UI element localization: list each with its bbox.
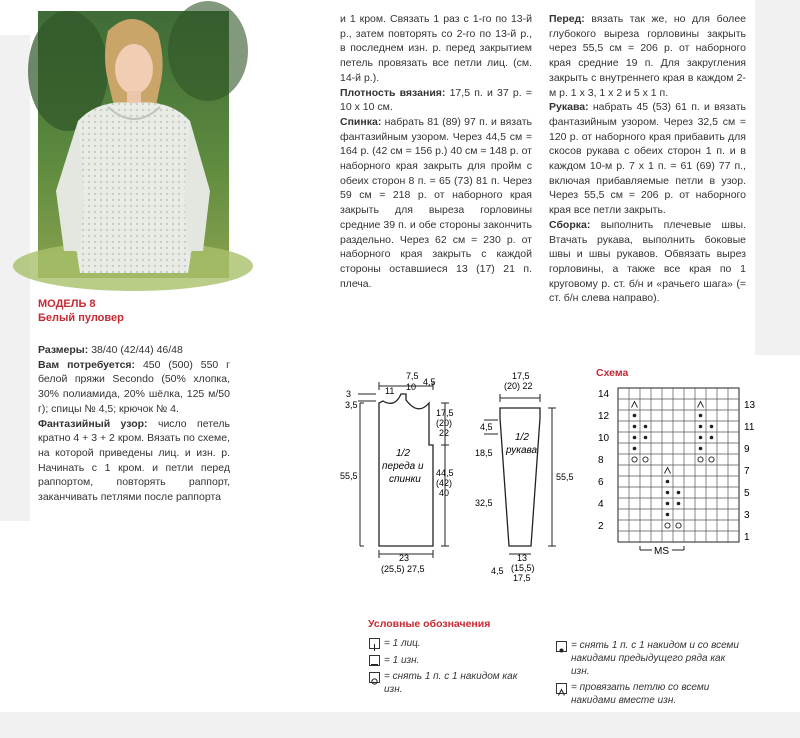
panel-right [755, 0, 800, 355]
body-dim-555: 55,5 [340, 471, 358, 481]
scheme-cell-symbol [699, 436, 703, 440]
back-value: набрать 81 (89) 97 п. и вязать фантазийным узором. Через 44,5 см = 164 р. (42 см = 156 р.) 40 см = 148 р. от наборного края закрыть для пройм с обеих сторон 8 п. = 65 (73) 81 п. Через 59 см = 218 р. от наборного края закрыть для выреза горловины средние 39 п. и обе стороны закончить раздельно. Через 62 см = 230 р. от наборного края закрыть с каждой стороны оставшиеся 13 (17) 21 п. плеча. [340, 115, 532, 290]
scheme-cell-symbol [633, 447, 637, 451]
sleeve-dim-175-bottom: 17,5 [513, 573, 531, 583]
scheme-cell-symbol [666, 491, 670, 495]
pattern-value: число петель кратно 4 + 3 + 2 кром. Вязать по схеме, на которой приведены лиц. и изн. р. Начинать с 1 кром. и петли перед раппортом, повторять раппорт, заканчивать петлями после раппорта [38, 417, 231, 504]
scheme-cell-symbol [666, 502, 670, 506]
scheme-row-number: 5 [744, 488, 750, 499]
scheme-row-number: 9 [744, 444, 750, 455]
scheme-cell-symbol [677, 502, 681, 506]
column-1 [38, 343, 230, 505]
scheme-cell-symbol [677, 491, 681, 495]
needs-value: 450 (500) 550 г белой пряжи Secondo (50% хлопка, 30% полиамида, 20% шёлка, 125 м/50 г); спицы № 4,5; крючок № 4. [38, 358, 230, 415]
body-dim-11: 11 [385, 386, 395, 396]
body-label-2: переда и [382, 461, 424, 472]
model-name: Белый пуловер [38, 312, 124, 324]
body-dim-445: 44,5 [436, 468, 454, 478]
column-3 [549, 12, 746, 306]
sleeve-label-1: 1/2 [515, 432, 529, 443]
density-value: 17,5 п. и 37 р. = 10 х 10 см. [340, 86, 532, 114]
sleeve-dim-13: 13 [517, 553, 528, 563]
scheme-row-number: 14 [598, 389, 610, 400]
scheme-cell-symbol [699, 447, 703, 451]
slip-yo-symbol-icon [369, 672, 380, 683]
legend-knit-together: = провязать петлю со всеми накидами вместе изн. [571, 682, 710, 706]
scheme-row-number: 4 [598, 499, 604, 510]
body-dim-75: 7,5 [406, 371, 419, 381]
sleeve-dim-20-22: (20) 22 [504, 381, 533, 391]
pattern-label: Фантазийный узор: [38, 417, 148, 430]
scheme-row-number: 10 [598, 433, 610, 444]
legend-knit: = 1 лиц. [384, 638, 421, 649]
needs-label: Вам потребуется: [38, 358, 136, 371]
sleeve-dim-45: 4,5 [480, 422, 493, 432]
body-dim-40: 40 [439, 488, 450, 498]
scheme-cell-symbol [633, 425, 637, 429]
assembly-label: Сборка: [549, 218, 591, 231]
sleeve-dim-555: 55,5 [556, 472, 574, 482]
scheme-cell-symbol [710, 436, 714, 440]
scheme-row-number: 12 [598, 411, 610, 422]
scheme-row-number: 6 [598, 477, 604, 488]
sizes-label: Размеры: [38, 344, 89, 356]
scheme-cell-symbol [666, 480, 670, 484]
body-dim-bottom-rest: (25,5) 27,5 [381, 564, 425, 574]
panel-left [0, 35, 30, 521]
legend-slip-yo: = снять 1 п. с 1 накидом как изн. [384, 671, 518, 695]
scheme-row-number: 7 [744, 466, 750, 477]
body-dim-35: 3,5 [345, 400, 358, 410]
sleeve-dim-325: 32,5 [475, 498, 493, 508]
front-value: вязать так же, но для более глубокого выреза горловины закрыть через 55,5 см = 206 р. от наборного края средние 19 п. Для закругления закрыть с внутреннего края в каждом 2-м р. 1 х 3, 1 х 2 и 5 х 1 п. [549, 13, 746, 99]
column-2 [340, 12, 532, 291]
body-dim-23: 23 [399, 553, 410, 563]
model-number: МОДЕЛЬ 8 [38, 298, 96, 310]
sleeve-dim-45-bottom: 4,5 [491, 566, 504, 576]
body-dim-3: 3 [346, 389, 352, 399]
sleeve-dim-185: 18,5 [475, 448, 493, 458]
assembly-value: выполнить плечевые швы. Втачать рукава, выполнить боковые швы и швы рукавов. Обвязать вырез горловины, а также все края по 1 круговому р. ст. б/н и «рачьего шага» (= ст. б/н слева направо). [549, 218, 746, 305]
back-label: Спинка: [340, 115, 382, 128]
sleeve-dim-175: 17,5 [512, 371, 530, 381]
knitting-scheme [590, 380, 756, 596]
body-dim-10: 10 [406, 382, 417, 392]
body-label-3: спинки [389, 474, 421, 485]
scheme-cell-symbol [710, 425, 714, 429]
col2-paragraph-1: и 1 кром. Связать 1 раз с 1-го по 13-й р., затем повторять со 2-го по 13-й р., в последнем изн. р. перед закрытием петель провязать все петли лиц. (см. 14-й р.). [340, 13, 532, 84]
sleeve-dim-155: (15,5) [511, 563, 535, 573]
body-label-1: 1/2 [396, 448, 410, 459]
scheme-cell-symbol [633, 414, 637, 418]
front-label: Перед: [549, 13, 585, 25]
purl-symbol-icon [369, 655, 380, 666]
scheme-title: Схема [596, 367, 629, 379]
sleeve-pattern-diagram [475, 368, 580, 584]
scheme-cell-symbol [644, 436, 648, 440]
body-dim-20: (20) [436, 418, 453, 428]
scheme-cell-symbol [699, 414, 703, 418]
slip-all-yo-symbol-icon [556, 641, 567, 652]
scheme-cell-symbol [633, 436, 637, 440]
scheme-row-number: 11 [744, 422, 755, 433]
sleeve-value: набрать 45 (53) 61 п. и вязать фантазийным узором. Через 32,5 см = 120 р. от наборного края прибавить для скосов рукава с обеих сторон 1 п. и в каждом 10-м р. 7 х 1 п. = 61 (69) 77 п., включая прибавляемые петли в узор. Через 55,5 см = 206 р. от наборного края все петли закрыть. [549, 101, 747, 217]
density-label: Плотность вязания: [340, 86, 446, 99]
scheme-repeat-label: MS [654, 546, 669, 557]
scheme-row-number: 2 [598, 521, 604, 532]
legend-purl: = 1 изн. [384, 655, 420, 666]
body-dim-22: 22 [439, 428, 450, 438]
body-pattern-diagram [340, 368, 470, 580]
scheme-row-number: 3 [744, 510, 750, 521]
scheme-row-number: 8 [598, 455, 604, 466]
scheme-cell-symbol [644, 425, 648, 429]
sleeve-label-2: рукава [506, 445, 538, 456]
body-dim-42: (42) [436, 478, 453, 488]
sleeve-label: Рукава: [549, 101, 589, 114]
legend-slip-all-yo: = снять 1 п. с 1 накидом и со всеми накидами предыдущего ряда как изн. [571, 640, 739, 677]
body-dim-45: 4,5 [423, 377, 436, 387]
scheme-cell-symbol [699, 425, 703, 429]
sizes-value: 38/40 (42/44) 46/48 [91, 344, 183, 356]
legend-title: Условные обозначения [368, 618, 491, 630]
knit-symbol-icon [369, 638, 380, 649]
body-dim-175: 17,5 [436, 408, 454, 418]
scheme-row-number: 1 [744, 532, 750, 543]
scheme-row-number: 13 [744, 400, 756, 411]
model-photo [38, 11, 229, 278]
knit-together-symbol-icon [556, 683, 567, 694]
panel-bottom [0, 712, 800, 738]
scheme-cell-symbol [666, 513, 670, 517]
